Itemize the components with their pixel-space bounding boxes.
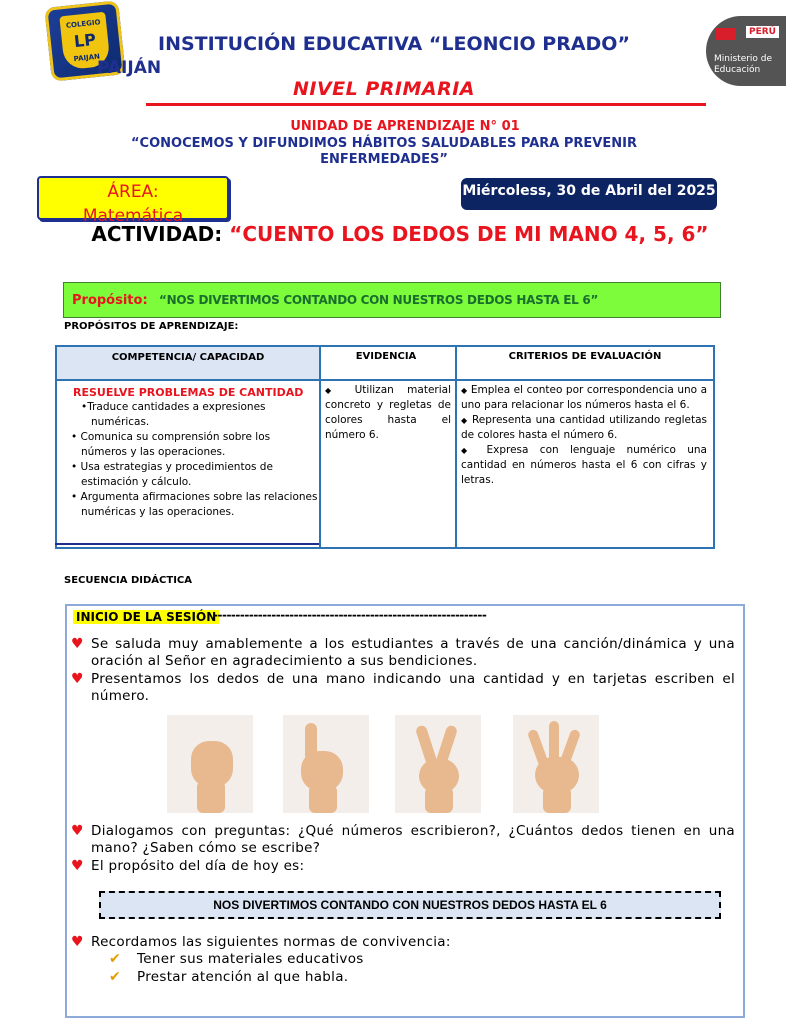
purpose-reminder-box	[99, 891, 721, 919]
checkmark-icon: ✔	[109, 969, 121, 985]
session-paragraph: Dialogamos con preguntas: ¿Qué números escribieron?, ¿Cuántos dedos tienen en una mano? ¿Saben cómo se escribe?	[91, 823, 735, 856]
ministry-country: PERÚ	[746, 26, 779, 38]
ministry-logo	[706, 16, 786, 86]
unit-title: “CONOCEMOS Y DIFUNDIMOS HÁBITOS SALUDABLES PARA PREVENIR ENFERMEDADES”	[131, 136, 637, 167]
heart-bullet-icon: ♥	[71, 823, 84, 839]
capacity-item: • Usa estrategias y procedimientos de estimación y cálculo.	[71, 461, 273, 488]
table-divider	[319, 347, 321, 547]
level-title: NIVEL PRIMARIA	[292, 78, 476, 100]
session-start-label: INICIO DE LA SESIÓN	[73, 610, 219, 624]
session-paragraph: Presentamos los dedos de una mano indicando una cantidad y en tarjetas escriben el número.	[91, 671, 735, 704]
table-header-evidence: EVIDENCIA	[355, 351, 417, 362]
competence-cell	[69, 385, 319, 520]
capacity-item: •Traduce cantidades a expresiones numéricas.	[81, 401, 266, 428]
session-box	[65, 604, 745, 1018]
ministry-line-2: Educación	[714, 65, 761, 75]
session-paragraph: Se saluda muy amablemente a los estudiantes a través de una canción/dinámica y una oración al Señor en agradecimiento a sus bendiciones.	[91, 636, 735, 669]
one-finger-hand-icon	[283, 715, 369, 813]
criteria-cell	[461, 383, 707, 488]
heart-bullet-icon: ♥	[71, 636, 84, 652]
date-box	[461, 178, 717, 210]
sequence-label: SECUENCIA DIDÁCTICA	[64, 575, 192, 586]
header-divider	[146, 103, 706, 106]
unit-label: UNIDAD DE APRENDIZAJE N° 01	[290, 119, 520, 134]
logo-initials: LP	[73, 29, 97, 52]
purpose-label: Propósito:	[72, 293, 148, 308]
criteria-item	[461, 383, 707, 413]
criteria-text: Representa una cantidad utilizando regletas de colores hasta el número 6.	[461, 414, 708, 441]
table-header-criteria: CRITERIOS DE EVALUACIÓN	[508, 351, 662, 362]
area-label: ÁREA:	[107, 182, 159, 202]
capacity-item: • Comunica su comprensión sobre los números y las operaciones.	[71, 431, 271, 458]
checkmark-icon: ✔	[109, 951, 121, 967]
purpose-text: “NOS DIVERTIMOS CONTANDO CON NUESTROS DEDOS HASTA EL 6”	[159, 293, 599, 307]
diamond-bullet-icon: ◆	[461, 416, 468, 425]
two-finger-hand-icon	[395, 715, 481, 813]
table-divider	[455, 347, 457, 547]
activity-label: ACTIVIDAD:	[91, 222, 223, 246]
competence-title: RESUELVE PROBLEMAS DE CANTIDAD	[73, 386, 304, 399]
norm-item: Prestar atención al que habla.	[137, 969, 349, 985]
competency-table	[55, 345, 715, 549]
evidence-cell	[325, 383, 451, 443]
date-text: Miércoless, 30 de Abril del 2025	[462, 183, 716, 199]
table-bottom-accent	[55, 543, 319, 545]
peru-flag-icon	[716, 28, 736, 40]
area-box	[37, 176, 229, 226]
norm-item: Tener sus materiales educativos	[137, 951, 364, 967]
institution-city: PAIJÁN	[97, 58, 162, 78]
heart-bullet-icon: ♥	[71, 671, 84, 687]
evidence-text: Utilizan material concreto y regletas de colores hasta el número 6.	[325, 384, 451, 441]
criteria-text: Expresa con lenguaje numérico una cantidad en números hasta el 6 con cifras y letras.	[461, 444, 707, 486]
session-paragraph: Recordamos las siguientes normas de convivencia:	[91, 934, 451, 950]
purpose-reminder-text: NOS DIVERTIMOS CONTANDO CON NUESTROS DEDOS HASTA EL 6	[213, 898, 607, 912]
purpose-banner	[63, 282, 721, 318]
diamond-bullet-icon: ◆	[325, 386, 342, 395]
activity-heading	[90, 222, 710, 247]
ministry-line-1: Ministerio de	[714, 54, 773, 64]
heart-bullet-icon: ♥	[71, 934, 84, 950]
fist-hand-icon	[167, 715, 253, 813]
area-value: Matemática	[82, 206, 184, 226]
capacity-item: • Argumenta afirmaciones sobre las relaciones numéricas y las operaciones.	[71, 491, 318, 518]
institution-name: INSTITUCIÓN EDUCATIVA “LEONCIO PRADO”	[158, 33, 630, 55]
diamond-bullet-icon: ◆	[461, 386, 468, 395]
logo-top-text: COLEGIO	[65, 18, 101, 30]
ministry-name	[714, 54, 772, 76]
criteria-item	[461, 413, 707, 443]
dash-line: -------------------------------------------------------------	[213, 608, 487, 622]
criteria-text: Emplea el conteo por correspondencia uno a uno para relacionar los números hasta el 6.	[461, 384, 708, 411]
three-finger-hand-icon	[513, 715, 599, 813]
table-header-competence: COMPETENCIA/ CAPACIDAD	[57, 347, 319, 381]
heart-bullet-icon: ♥	[71, 858, 84, 874]
session-paragraph: El propósito del día de hoy es:	[91, 858, 305, 874]
learning-purposes-label: PROPÓSITOS DE APRENDIZAJE:	[64, 321, 239, 332]
activity-title: “CUENTO LOS DEDOS DE MI MANO 4, 5, 6”	[229, 222, 709, 246]
criteria-item	[461, 443, 707, 488]
table-divider	[57, 379, 713, 381]
diamond-bullet-icon: ◆	[461, 446, 476, 455]
logo-bottom-text: PAIJAN	[73, 52, 101, 64]
